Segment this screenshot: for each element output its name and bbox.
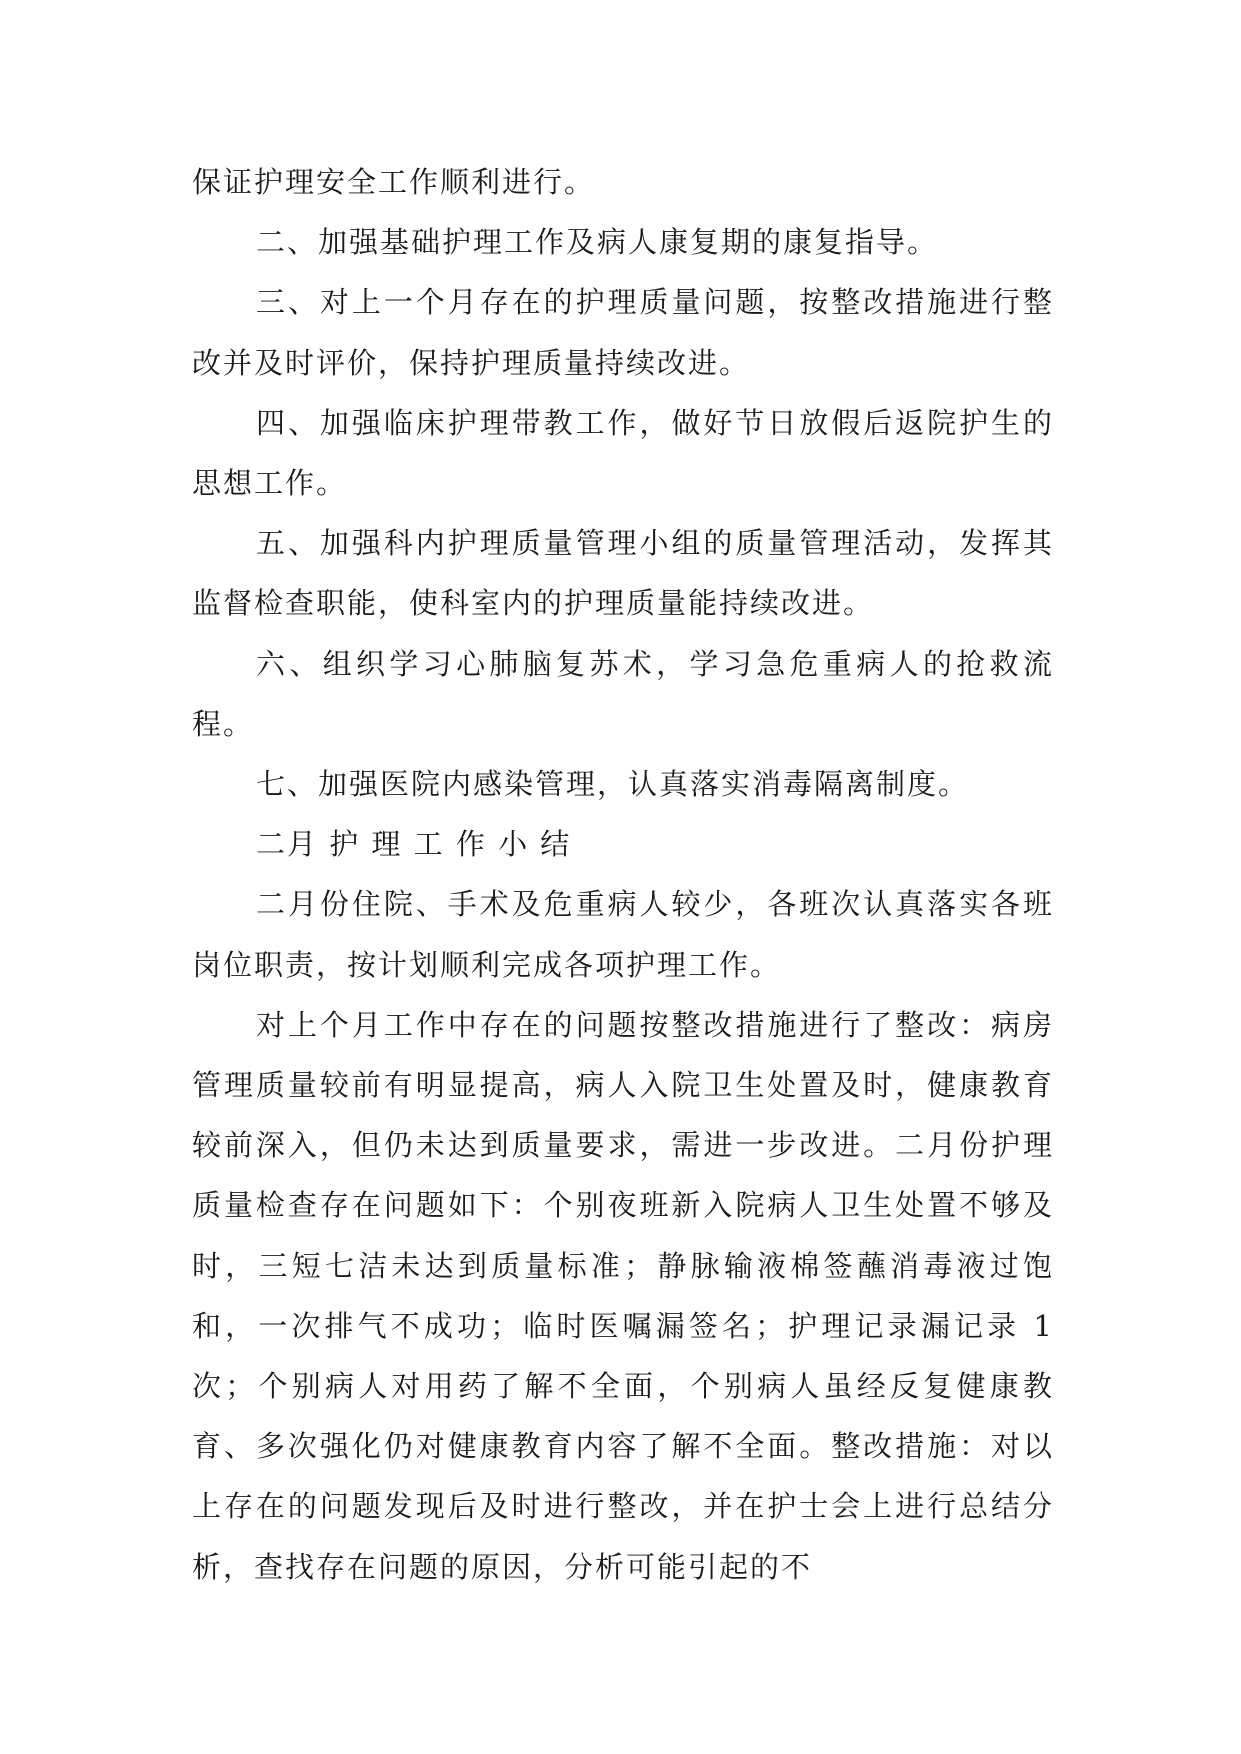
paragraph-item-2: 二、加强基础护理工作及病人康复期的康复指导。: [256, 225, 939, 260]
paragraph-item-5: 五、加强科内护理质量管理小组的质量管理活动，发挥其监督检查职能，使科室内的护理质量能持续改进。: [192, 526, 1054, 621]
paragraph-item-4: 四、加强临床护理带教工作，做好节日放假后返院护生的思想工作。: [192, 405, 1054, 501]
section-heading: 二月 护 理 工 作 小 结: [256, 827, 572, 862]
paragraph-continuation: 保证护理安全工作顺利进行。: [192, 165, 596, 199]
paragraph-item-6: 六、组织学习心肺脑复苏术，学习急危重病人的抢救流程。: [192, 646, 1054, 741]
paragraph-item-7: 七、加强医院内感染管理，认真落实消毒隔离制度。: [256, 767, 970, 802]
document-page: [192, 152, 1054, 1597]
paragraph-issues: 对上个月工作中存在的问题按整改措施进行了整改：病房管理质量较前有明显提高，病人入院卫生处置及时，健康教育较前深入，但仍未达到质量要求，需进一步改进。二月份护理质量检查存在问题如下：个别夜班新入院病人卫生处置不够及时，三短七洁未达到质量标准；静脉输液棉签蘸消毒液过饱和，一次排气不成功；临时医嘱漏签名；护理记录漏记录 1 次；个别病人对用药了解不全面，个别病人虽经反复健康教育、多次强化仍对健康教育内容了解不全面。整改措施：对以上存在的问题发现后及时进行整改，并在护士会上进行总结分析，查找存在问题的原因，分析可能引起的不: [192, 1007, 1054, 1584]
paragraph-item-3: 三、对上一个月存在的护理质量问题，按整改措施进行整改并及时评价，保持护理质量持续改进。: [192, 285, 1054, 380]
paragraph-summary: 二月份住院、手术及危重病人较少，各班次认真落实各班岗位职责，按计划顺利完成各项护理工作。: [192, 887, 1054, 982]
